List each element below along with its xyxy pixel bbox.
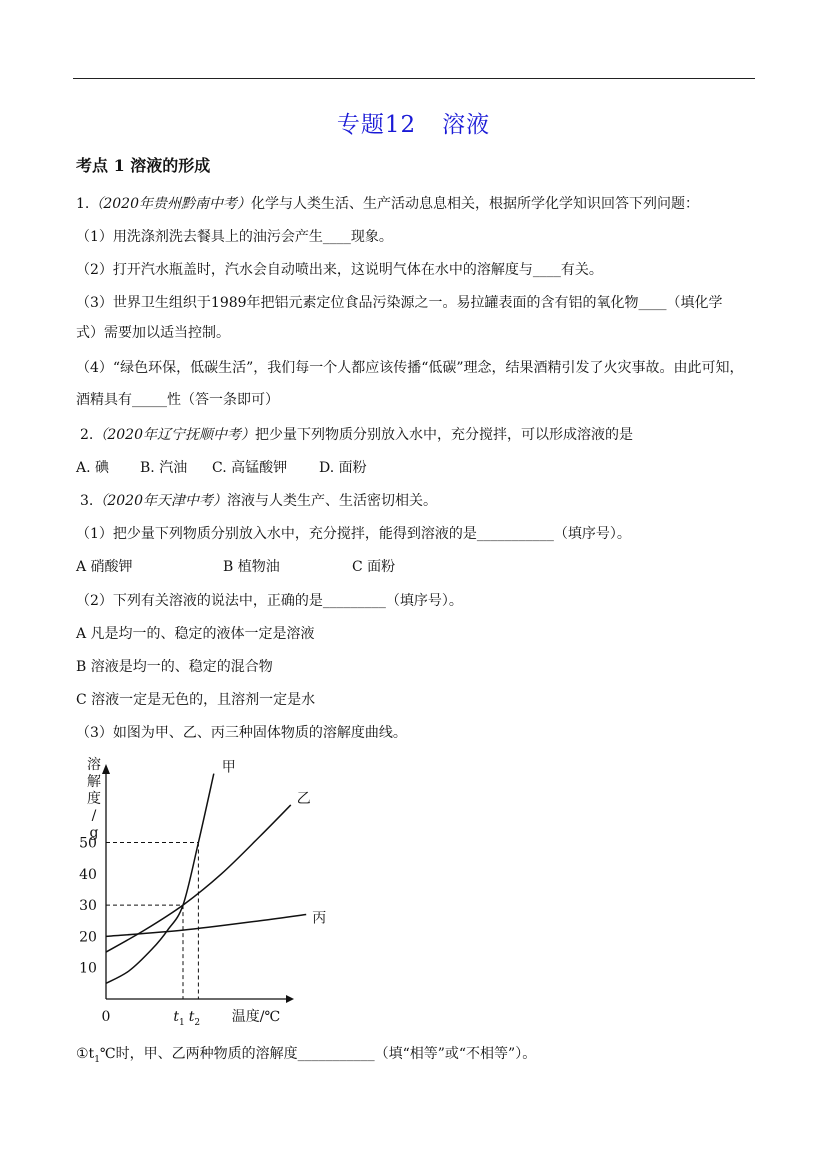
- title-name: 溶液: [442, 112, 491, 138]
- q1-part-4a: （4）“绿色环保，低碳生活”，我们每一个人都应该传播“低碳”理念，结果酒精引发了火灾事故。由此可知，: [76, 360, 744, 376]
- chart-guides: [106, 843, 198, 1000]
- q1-part-2: （2）打开汽水瓶盖时，汽水会自动喷出来，这说明气体在水中的溶解度与____有关。: [76, 262, 603, 278]
- series-line-3: [106, 914, 306, 936]
- q1-part-1: （1）用洗涤剂洗去餐具上的油污会产生____现象。: [76, 229, 393, 245]
- y-tick-label: 40: [79, 866, 97, 883]
- q2-option-d: D. 面粉: [319, 460, 367, 476]
- q1-part-4b: 酒精具有_____性（答一条即可）: [76, 392, 279, 408]
- q3-part-2-b: B 溶液是均一的、稳定的混合物: [76, 659, 273, 675]
- q3-part-1: （1）把少量下列物质分别放入水中，充分搅拌，能得到溶液的是___________（填序号）。: [76, 526, 631, 542]
- q2-option-a: A. 碘: [76, 460, 110, 476]
- q3-option-c: C 面粉: [352, 559, 396, 575]
- header-rule: [73, 78, 755, 79]
- q3-source: （2020年天津中考）: [93, 493, 227, 509]
- series-label-2: 乙: [296, 790, 311, 807]
- origin-label: 0: [101, 1009, 111, 1025]
- q3-part-3: （3）如图为甲、乙、丙三种固体物质的溶解度曲线。: [76, 725, 407, 741]
- q2-text: 把少量下列物质分别放入水中，充分搅拌，可以形成溶液的是: [255, 427, 633, 443]
- q2-stem: [80, 425, 633, 445]
- y-tick-label: 10: [79, 960, 97, 977]
- y-tick-label: 30: [79, 898, 97, 915]
- q1-source: （2020年贵州黔南中考）: [89, 196, 251, 212]
- q1-part-3a: （3）世界卫生组织于1989年把铝元素定位食品污染源之一。易拉罐表面的含有铝的氧化物____（填化学: [76, 295, 723, 311]
- q3-number: 3.: [80, 493, 94, 509]
- series-label-3: 丙: [312, 910, 327, 927]
- q2-source: （2020年辽宁抚顺中考）: [93, 427, 255, 443]
- q3-option-b: B 植物油: [223, 559, 280, 575]
- chart-labels: [79, 756, 326, 1028]
- y-tick-label: 20: [79, 929, 97, 946]
- section-heading: 考点 1 溶液的形成: [76, 156, 211, 175]
- x-axis-arrow: [286, 995, 294, 1003]
- y-axis-title: 溶解度/ g: [87, 757, 101, 841]
- page-title: [0, 106, 827, 139]
- q1-stem: [76, 194, 699, 214]
- title-topic: 专题12: [336, 112, 417, 138]
- q1-part-3b: 式）需要加以适当控制。: [76, 325, 230, 341]
- x-tick-label: $t_1$: [173, 1009, 185, 1028]
- q2-options: [76, 458, 367, 478]
- y-tick-label: 50: [79, 835, 97, 852]
- q2-option-c: C. 高锰酸钾: [212, 460, 288, 476]
- q2-number: 2.: [80, 427, 94, 443]
- x-tick-label: $t_2$: [188, 1009, 201, 1028]
- series-label-1: 甲: [221, 759, 236, 776]
- y-axis-arrow: [102, 764, 110, 774]
- q3-stem: [80, 491, 437, 511]
- q1-number: 1.: [76, 196, 90, 212]
- q3-option-a: A 硝酸钾: [76, 559, 133, 575]
- q3-part-2: （2）下列有关溶液的说法中，正确的是_________（填序号）。: [76, 593, 463, 609]
- q3-part-3-1: [76, 1044, 536, 1070]
- q3-text: 溶液与人类生产、生活密切相关。: [227, 493, 437, 509]
- solubility-chart: [76, 752, 327, 1032]
- x-axis-title: 温度/℃: [231, 1009, 281, 1025]
- q3-part-1-options: [76, 557, 395, 577]
- series-line-1: [106, 774, 214, 984]
- q2-option-b: B. 汽油: [140, 460, 188, 476]
- q3-3-1-prefix: ①t: [76, 1046, 95, 1062]
- q3-part-2-c: C 溶液一定是无色的，且溶剂一定是水: [76, 692, 316, 708]
- q3-3-1-subscript: 1: [94, 1054, 100, 1065]
- q1-text: 化学与人类生活、生产活动息息相关，根据所学化学知识回答下列问题：: [251, 196, 699, 212]
- q3-part-2-a: A 凡是均一的、稳定的液体一定是溶液: [76, 626, 315, 642]
- chart-axes: [102, 764, 294, 1003]
- chart-series: [106, 774, 306, 984]
- q3-3-1-text: ℃时，甲、乙两种物质的溶解度___________（填“相等”或“不相等”）。: [99, 1046, 537, 1062]
